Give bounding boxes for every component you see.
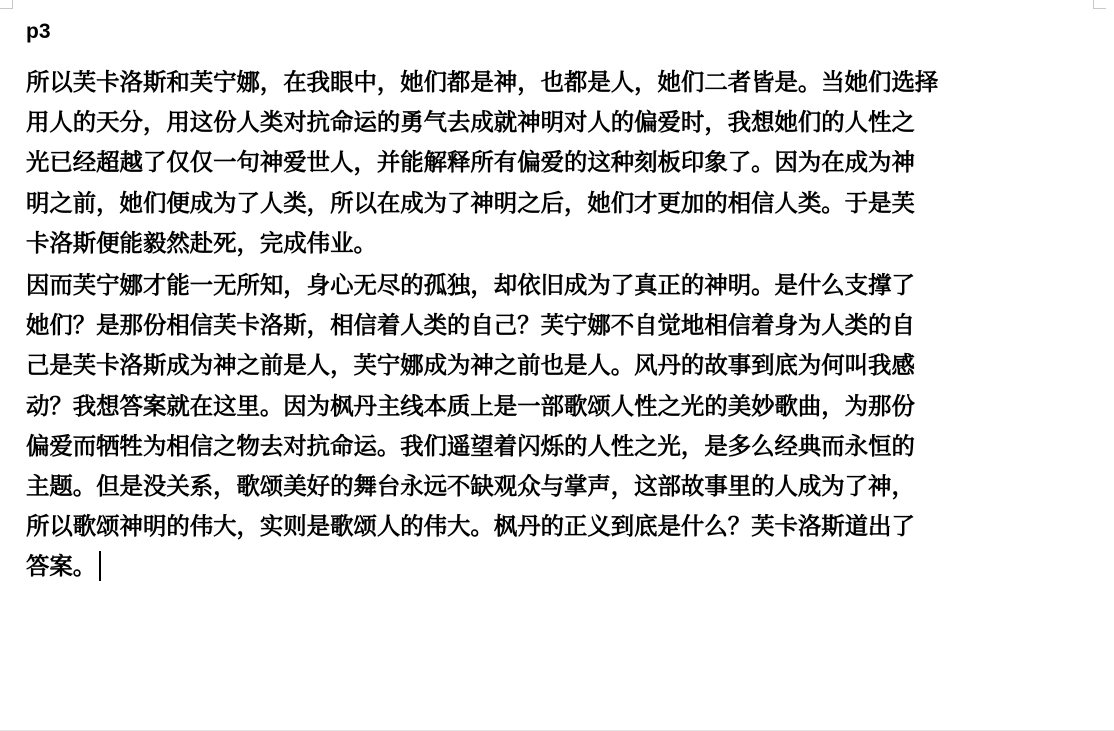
document-body[interactable] xyxy=(26,62,1091,588)
text-line: 所以歌颂神明的伟大，实则是歌颂人的伟大。枫丹的正义到底是什么？芙卡洛斯道出了 xyxy=(26,512,915,541)
text-line: 所以芙卡洛斯和芙宁娜，在我眼中，她们都是神，也都是人，她们二者皆是。当她们选择 xyxy=(26,68,939,96)
text-line-last xyxy=(26,546,1091,586)
text-line: 主题。但是没关系，歌颂美好的舞台永远不缺观众与掌声，这部故事里的人成为了神， xyxy=(26,471,915,500)
page-corner-mark-left xyxy=(0,0,13,9)
text-line: 动？我想答案就在这里。因为枫丹主线本质上是一部歌颂人性之光的美妙歌曲，为那份 xyxy=(26,391,915,420)
text-line: 偏爱而牺牲为相信之物去对抗命运。我们遥望着闪烁的人性之光，是多么经典而永恒的 xyxy=(26,431,915,460)
document-heading[interactable]: p3 xyxy=(26,20,51,43)
paragraph-2[interactable] xyxy=(26,265,1091,587)
text-line-content: 答案。 xyxy=(26,552,97,581)
text-line: 因而芙宁娜才能一无所知，身心无尽的孤独，却依旧成为了真正的神明。是什么支撑了 xyxy=(26,270,915,299)
paragraph-1[interactable] xyxy=(26,62,1091,263)
text-line: 用人的天分，用这份人类对抗命运的勇气去成就神明对人的偏爱时，我想她们的人性之 xyxy=(26,108,915,137)
text-line: 她们？是那份相信芙卡洛斯，相信着人类的自己？芙宁娜不自觉地相信着身为人类的自 xyxy=(26,311,915,340)
text-line: 卡洛斯便能毅然赴死，完成伟业。 xyxy=(26,228,377,257)
text-line: 己是芙卡洛斯成为神之前是人，芙宁娜成为神之前也是人。风丹的故事到底为何叫我感 xyxy=(26,351,915,380)
page-corner-mark-right xyxy=(1093,0,1106,9)
text-cursor xyxy=(99,551,101,581)
text-line: 光已经超越了仅仅一句神爱世人，并能解释所有偏爱的这种刻板印象了。因为在成为神 xyxy=(26,148,915,177)
text-line: 明之前，她们便成为了人类，所以在成为了神明之后，她们才更加的相信人类。于是芙 xyxy=(26,188,915,217)
